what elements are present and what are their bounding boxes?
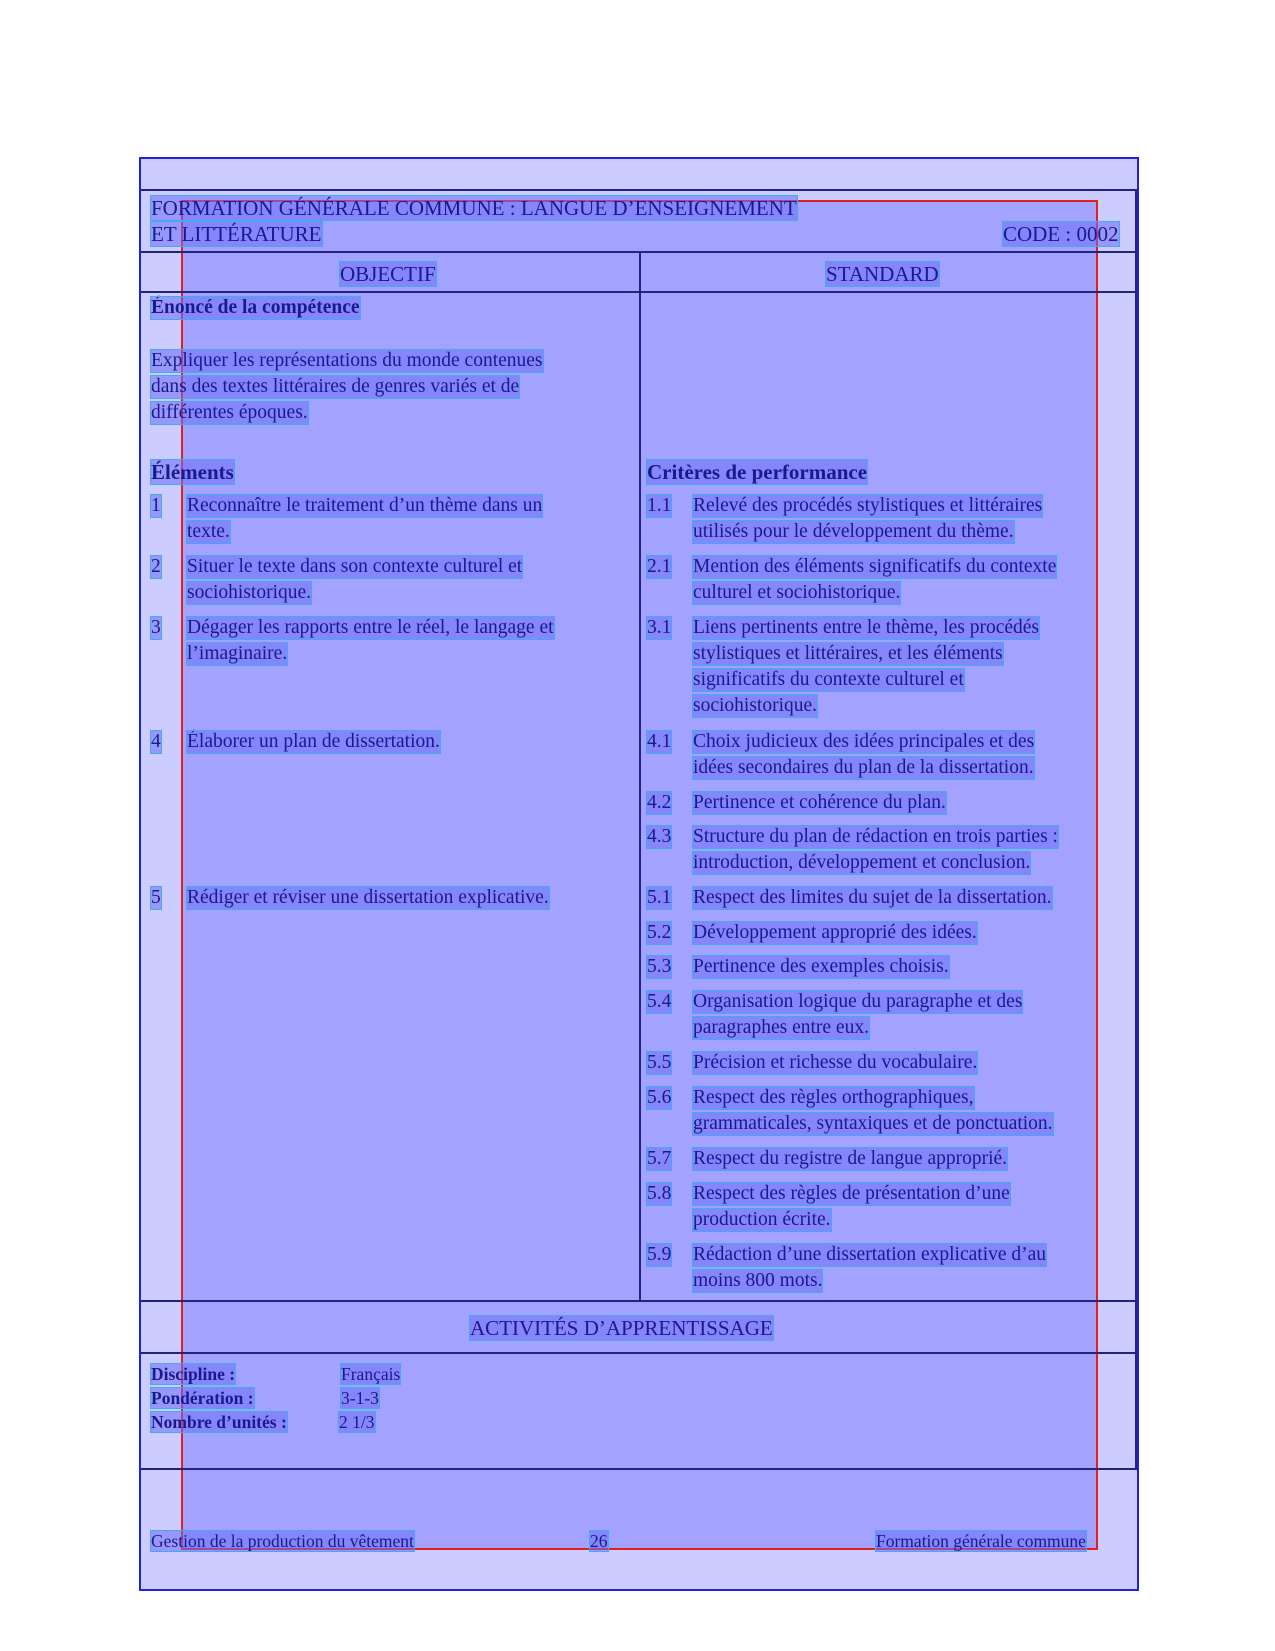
criterion-number: 5.9: [647, 1244, 672, 1265]
element-text: Reconnaître le traitement d’un thème dans un: [187, 495, 543, 516]
criterion-text: Respect des règles de présentation d’une: [693, 1183, 1010, 1204]
discipline-label: Discipline :: [151, 1364, 236, 1384]
element-number: 4: [151, 731, 161, 752]
element-number: 2: [151, 556, 161, 577]
element-number: 5: [151, 887, 161, 908]
criterion-text: Rédaction d’une dissertation explicative d’au: [693, 1244, 1047, 1265]
criterion-text: stylistiques et littéraires, et les éléments: [693, 643, 1003, 664]
criterion-text: grammaticales, syntaxiques et de ponctuation.: [693, 1113, 1053, 1134]
criterion-text: Précision et richesse du vocabulaire.: [693, 1052, 978, 1073]
course-code: CODE : 0002: [1003, 222, 1119, 246]
competence-line: dans des textes littéraires de genres variés et de: [151, 376, 520, 397]
criterion-text: Développement approprié des idées.: [693, 922, 977, 943]
column-heading-standard: STANDARD: [826, 262, 939, 286]
criterion-number: 1.1: [647, 495, 672, 516]
criterion-text: Mention des éléments significatifs du contexte: [693, 556, 1057, 577]
criterion-number: 2.1: [647, 556, 672, 577]
criteria-heading: Critères de performance: [647, 460, 868, 484]
criterion-text: Pertinence des exemples choisis.: [693, 956, 949, 977]
criterion-number: 4.1: [647, 731, 672, 752]
document-title-line2: ET LITTÉRATURE: [151, 222, 322, 246]
criterion-text: paragraphes entre eux.: [693, 1017, 869, 1038]
criterion-number: 5.8: [647, 1183, 672, 1204]
criterion-text: culturel et sociohistorique.: [693, 582, 901, 603]
criterion-text: idées secondaires du plan de la dissertation.: [693, 757, 1034, 778]
ponderation-label: Pondération :: [151, 1388, 254, 1408]
criterion-text: Relevé des procédés stylistiques et littéraires: [693, 495, 1043, 516]
element-number: 1: [151, 495, 161, 516]
competence-line: Expliquer les représentations du monde contenues: [151, 350, 543, 371]
footer-page-number: 26: [590, 1531, 608, 1551]
competence-heading: Énoncé de la compétence: [151, 297, 360, 318]
element-text: sociohistorique.: [187, 582, 312, 603]
criterion-text: Liens pertinents entre le thème, les procédés: [693, 617, 1039, 638]
criterion-text: Respect des limites du sujet de la dissertation.: [693, 887, 1052, 908]
criterion-number: 5.6: [647, 1087, 672, 1108]
criterion-number: 5.5: [647, 1052, 672, 1073]
element-text: Dégager les rapports entre le réel, le langage et: [187, 617, 554, 638]
criterion-text: utilisés pour le développement du thème.: [693, 521, 1014, 542]
footer-program: Gestion de la production du vêtement: [151, 1531, 414, 1551]
criterion-text: Respect des règles orthographiques,: [693, 1087, 974, 1108]
criterion-number: 5.4: [647, 991, 672, 1012]
criterion-number: 5.2: [647, 922, 672, 943]
criterion-text: production écrite.: [693, 1209, 831, 1230]
criterion-number: 5.7: [647, 1148, 672, 1169]
criterion-text: Structure du plan de rédaction en trois parties :: [693, 826, 1058, 847]
element-text: Situer le texte dans son contexte culturel et: [187, 556, 523, 577]
criterion-number: 5.3: [647, 956, 672, 977]
units-label: Nombre d’unités :: [151, 1412, 287, 1432]
discipline-value: Français: [341, 1364, 401, 1384]
criterion-text: Choix judicieux des idées principales et des: [693, 731, 1035, 752]
elements-heading: Éléments: [151, 460, 234, 484]
criterion-text: Respect du registre de langue approprié.: [693, 1148, 1008, 1169]
criterion-number: 4.3: [647, 826, 672, 847]
element-text: texte.: [187, 521, 230, 542]
criterion-text: significatifs du contexte culturel et: [693, 669, 964, 690]
ponderation-value: 3-1-3: [341, 1388, 379, 1408]
footer-section: Formation générale commune: [876, 1531, 1086, 1551]
units-value: 2 1/3: [339, 1412, 375, 1432]
element-text: Rédiger et réviser une dissertation explicative.: [187, 887, 549, 908]
element-text: Élaborer un plan de dissertation.: [187, 731, 440, 752]
criterion-text: Organisation logique du paragraphe et des: [693, 991, 1023, 1012]
criterion-text: introduction, développement et conclusion.: [693, 852, 1031, 873]
column-heading-objectif: OBJECTIF: [340, 262, 436, 286]
criterion-number: 4.2: [647, 792, 672, 813]
criterion-number: 3.1: [647, 617, 672, 638]
criterion-text: Pertinence et cohérence du plan.: [693, 792, 946, 813]
activities-bottom-divider: [141, 1352, 1137, 1354]
column-separator: [639, 251, 641, 1301]
competence-line: différentes époques.: [151, 402, 308, 423]
activities-heading: ACTIVITÉS D’APPRENTISSAGE: [470, 1316, 773, 1340]
element-text: l’imaginaire.: [187, 643, 288, 664]
criterion-text: sociohistorique.: [693, 695, 818, 716]
document-title-line1: FORMATION GÉNÉRALE COMMUNE : LANGUE D’ENSEIGNEMENT: [151, 196, 797, 220]
criterion-text: moins 800 mots.: [693, 1270, 823, 1291]
element-number: 3: [151, 617, 161, 638]
criterion-number: 5.1: [647, 887, 672, 908]
